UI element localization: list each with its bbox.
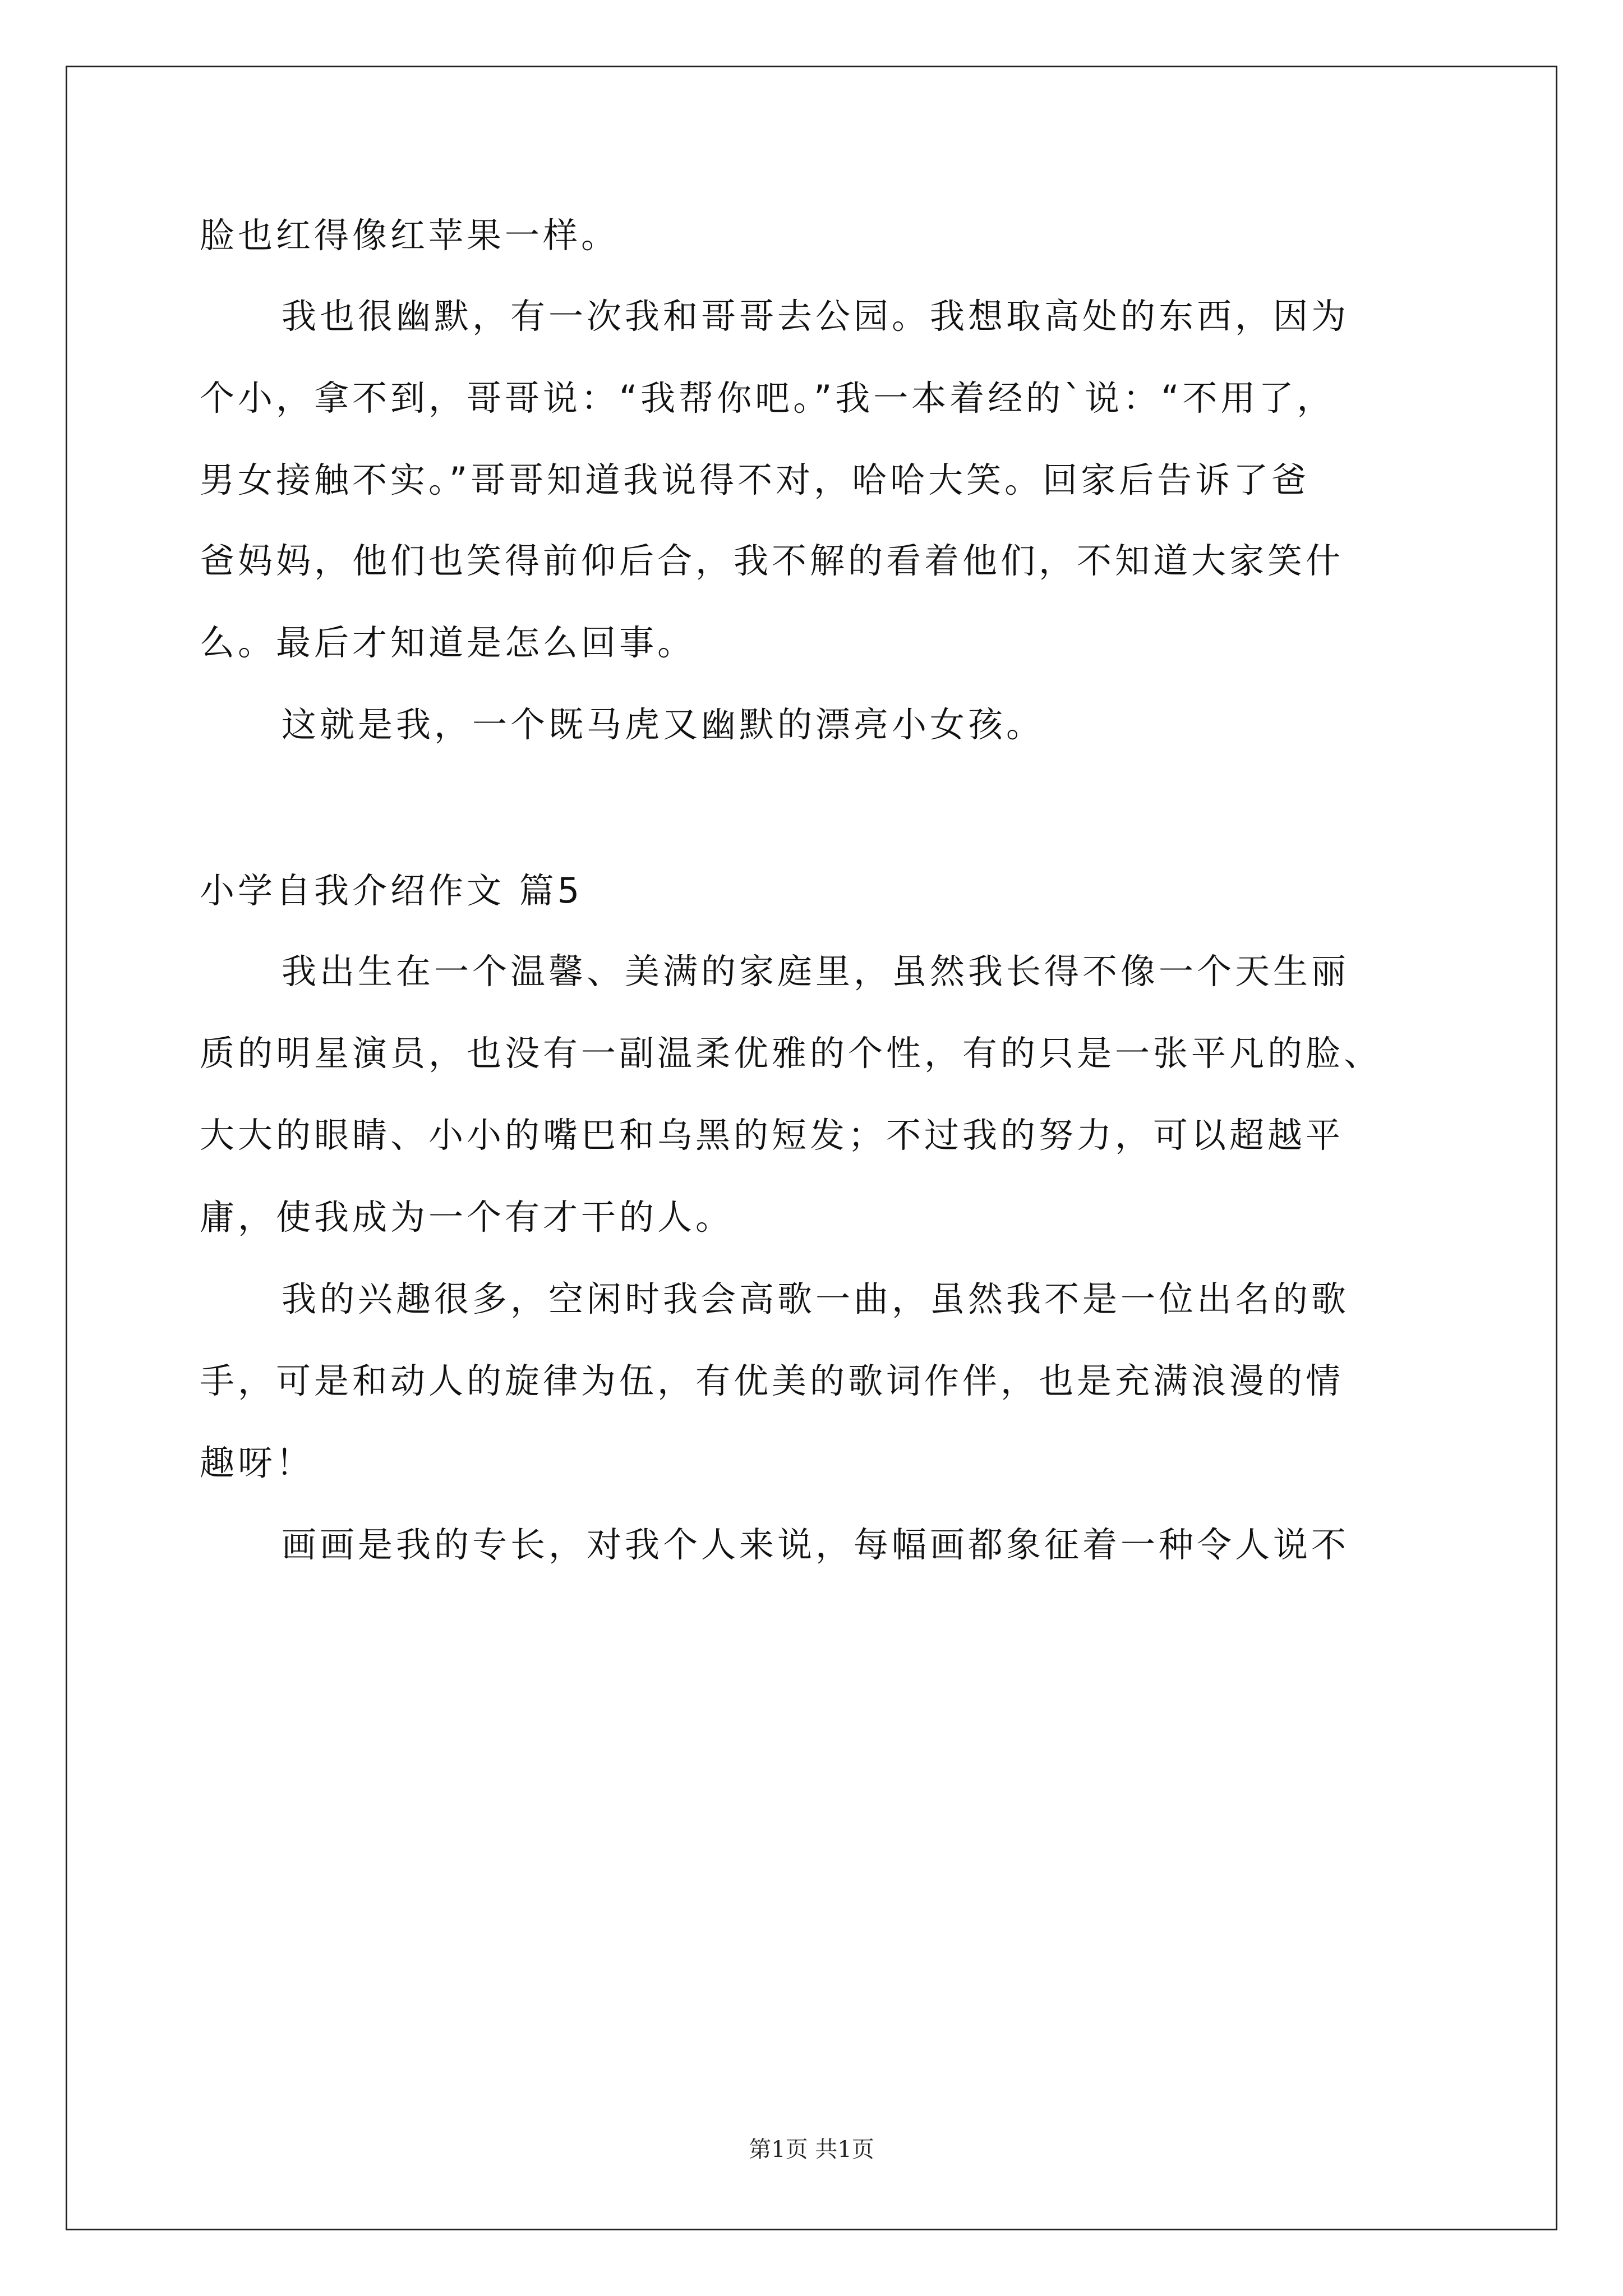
paragraph-start-line: 我的兴趣很多，空闲时我会高歌一曲，虽然我不是一位出名的歌 (282, 1278, 1350, 1319)
text-line: 爸妈妈，他们也笑得前仰后合，我不解的看着他们，不知道大家笑什 (200, 540, 1344, 581)
text-line: 庸，使我成为一个有才干的人。 (200, 1197, 734, 1237)
text-line: 趣呀！ (200, 1442, 315, 1483)
text-line: 个小，拿不到，哥哥说：“我帮你吧。”我一本着经的`说：“不用了， (200, 378, 1335, 418)
page-number-footer: 第1页 共1页 (749, 2137, 874, 2162)
paragraph-start-line: 我出生在一个温馨、美满的家庭里，虽然我长得不像一个天生丽 (282, 951, 1350, 992)
paragraph-start-line: 这就是我，一个既马虎又幽默的漂亮小女孩。 (282, 704, 1045, 745)
text-line: 脸也红得像红苹果一样。 (200, 215, 620, 256)
text-line: 男女接触不实。”哥哥知道我说得不对，哈哈大笑。回家后告诉了爸 (200, 459, 1310, 500)
section-heading: 小学自我介绍作文 篇5 (200, 870, 583, 911)
text-line: 质的明星演员，也没有一副温柔优雅的个性，有的只是一张平凡的脸、 (200, 1033, 1382, 1074)
paragraph-start-line: 我也很幽默，有一次我和哥哥去公园。我想取高处的东西，因为 (282, 296, 1350, 337)
paragraph-start-line: 画画是我的专长，对我个人来说，每幅画都象征着一种令人说不 (282, 1524, 1350, 1565)
text-line: 么。最后才知道是怎么回事。 (200, 622, 696, 663)
text-line: 大大的眼睛、小小的嘴巴和乌黑的短发；不过我的努力，可以超越平 (200, 1115, 1344, 1156)
text-line: 手，可是和动人的旋律为伍，有优美的歌词作伴，也是充满浪漫的情 (200, 1360, 1344, 1401)
